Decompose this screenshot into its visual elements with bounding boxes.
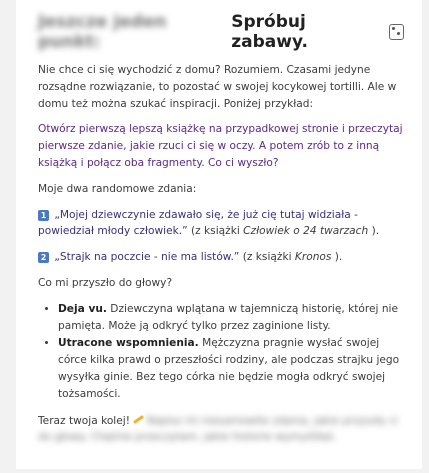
closing-blurred: Napisz mi niesamowite zdania, jakie przyszły ci do głowy. Chętnie przeczytam, jakie historie wymyśliłaś. — [38, 414, 398, 444]
sentence-1-book: Człowiek o 24 twarzach — [243, 225, 369, 238]
blurred-footer — [38, 460, 404, 473]
sentence-2 — [38, 249, 404, 266]
sentence-1 — [38, 207, 404, 241]
sentence-1-source-prefix: (z książki — [190, 225, 244, 238]
section-title: Spróbuj zabawy. — [231, 12, 308, 52]
sentence-1-source-suffix: ). — [371, 225, 380, 238]
closing-paragraph — [38, 413, 404, 447]
number-one-icon: 1 — [38, 210, 49, 221]
list-item — [58, 335, 404, 402]
idea-1-title: Deja vu. — [58, 302, 107, 315]
list-item — [58, 301, 404, 335]
article-card — [16, 0, 422, 469]
sentence-1-quote: „Mojej dziewczynie zdawało się, że już cię tutaj widziała - powiedział młody człowiek.” — [38, 208, 358, 238]
sentence-2-quote: „Strajk na poczcie - nie ma listów.” — [54, 251, 240, 264]
sentence-2-source-suffix: ). — [334, 251, 343, 264]
intro-paragraph: Nie chce ci się wychodzić z domu? Rozumiem. Czasami jedyne rozsądne rozwiązanie, to pozostać w swojej kocykowej tortilli. Ale w domu też można szukać inspiracji. Poniżej przykład: — [38, 64, 397, 110]
sentences-label: Moje dwa randomowe zdania: — [38, 182, 197, 195]
sentence-2-source-prefix: (z książki — [242, 251, 295, 264]
instruction-paragraph: Otwórz pierwszą lepszą książkę na przypadkowej stronie i przeczytaj pierwsze zdanie, jakie rzuci ci się w oczy. A potem zrób to z inną książką i połącz oba fragmenty. Co ci wyszło? — [38, 123, 403, 169]
question: Co mi przyszło do głowy? — [38, 276, 173, 289]
sentence-2-book: Kronos — [294, 251, 332, 264]
closing-visible: Teraz twoja kolej! — [38, 414, 130, 427]
pencil-icon — [133, 414, 143, 424]
idea-2-text: Mężczyzna pragnie wysłać swojej córce kilka prawd o przeszłości rodziny, ale podczas strajku jego wysyłka ginie. Bez tego córka nie będzie mogła odkryć swojej tożsamości. — [58, 337, 400, 400]
idea-1-text: Dziewczyna wplątana w tajemniczą historię, której nie pamięta. Może ją odkryć tylko przez zaginione listy. — [58, 302, 399, 332]
idea-2-title: Utracone wspomnienia. — [58, 337, 199, 350]
number-two-icon: 2 — [38, 252, 49, 263]
die-icon — [389, 24, 404, 40]
ideas-list — [38, 301, 404, 403]
section-header — [38, 12, 404, 52]
blurred-heading-prefix: Jeszcze jeden punkt: — [38, 12, 167, 52]
